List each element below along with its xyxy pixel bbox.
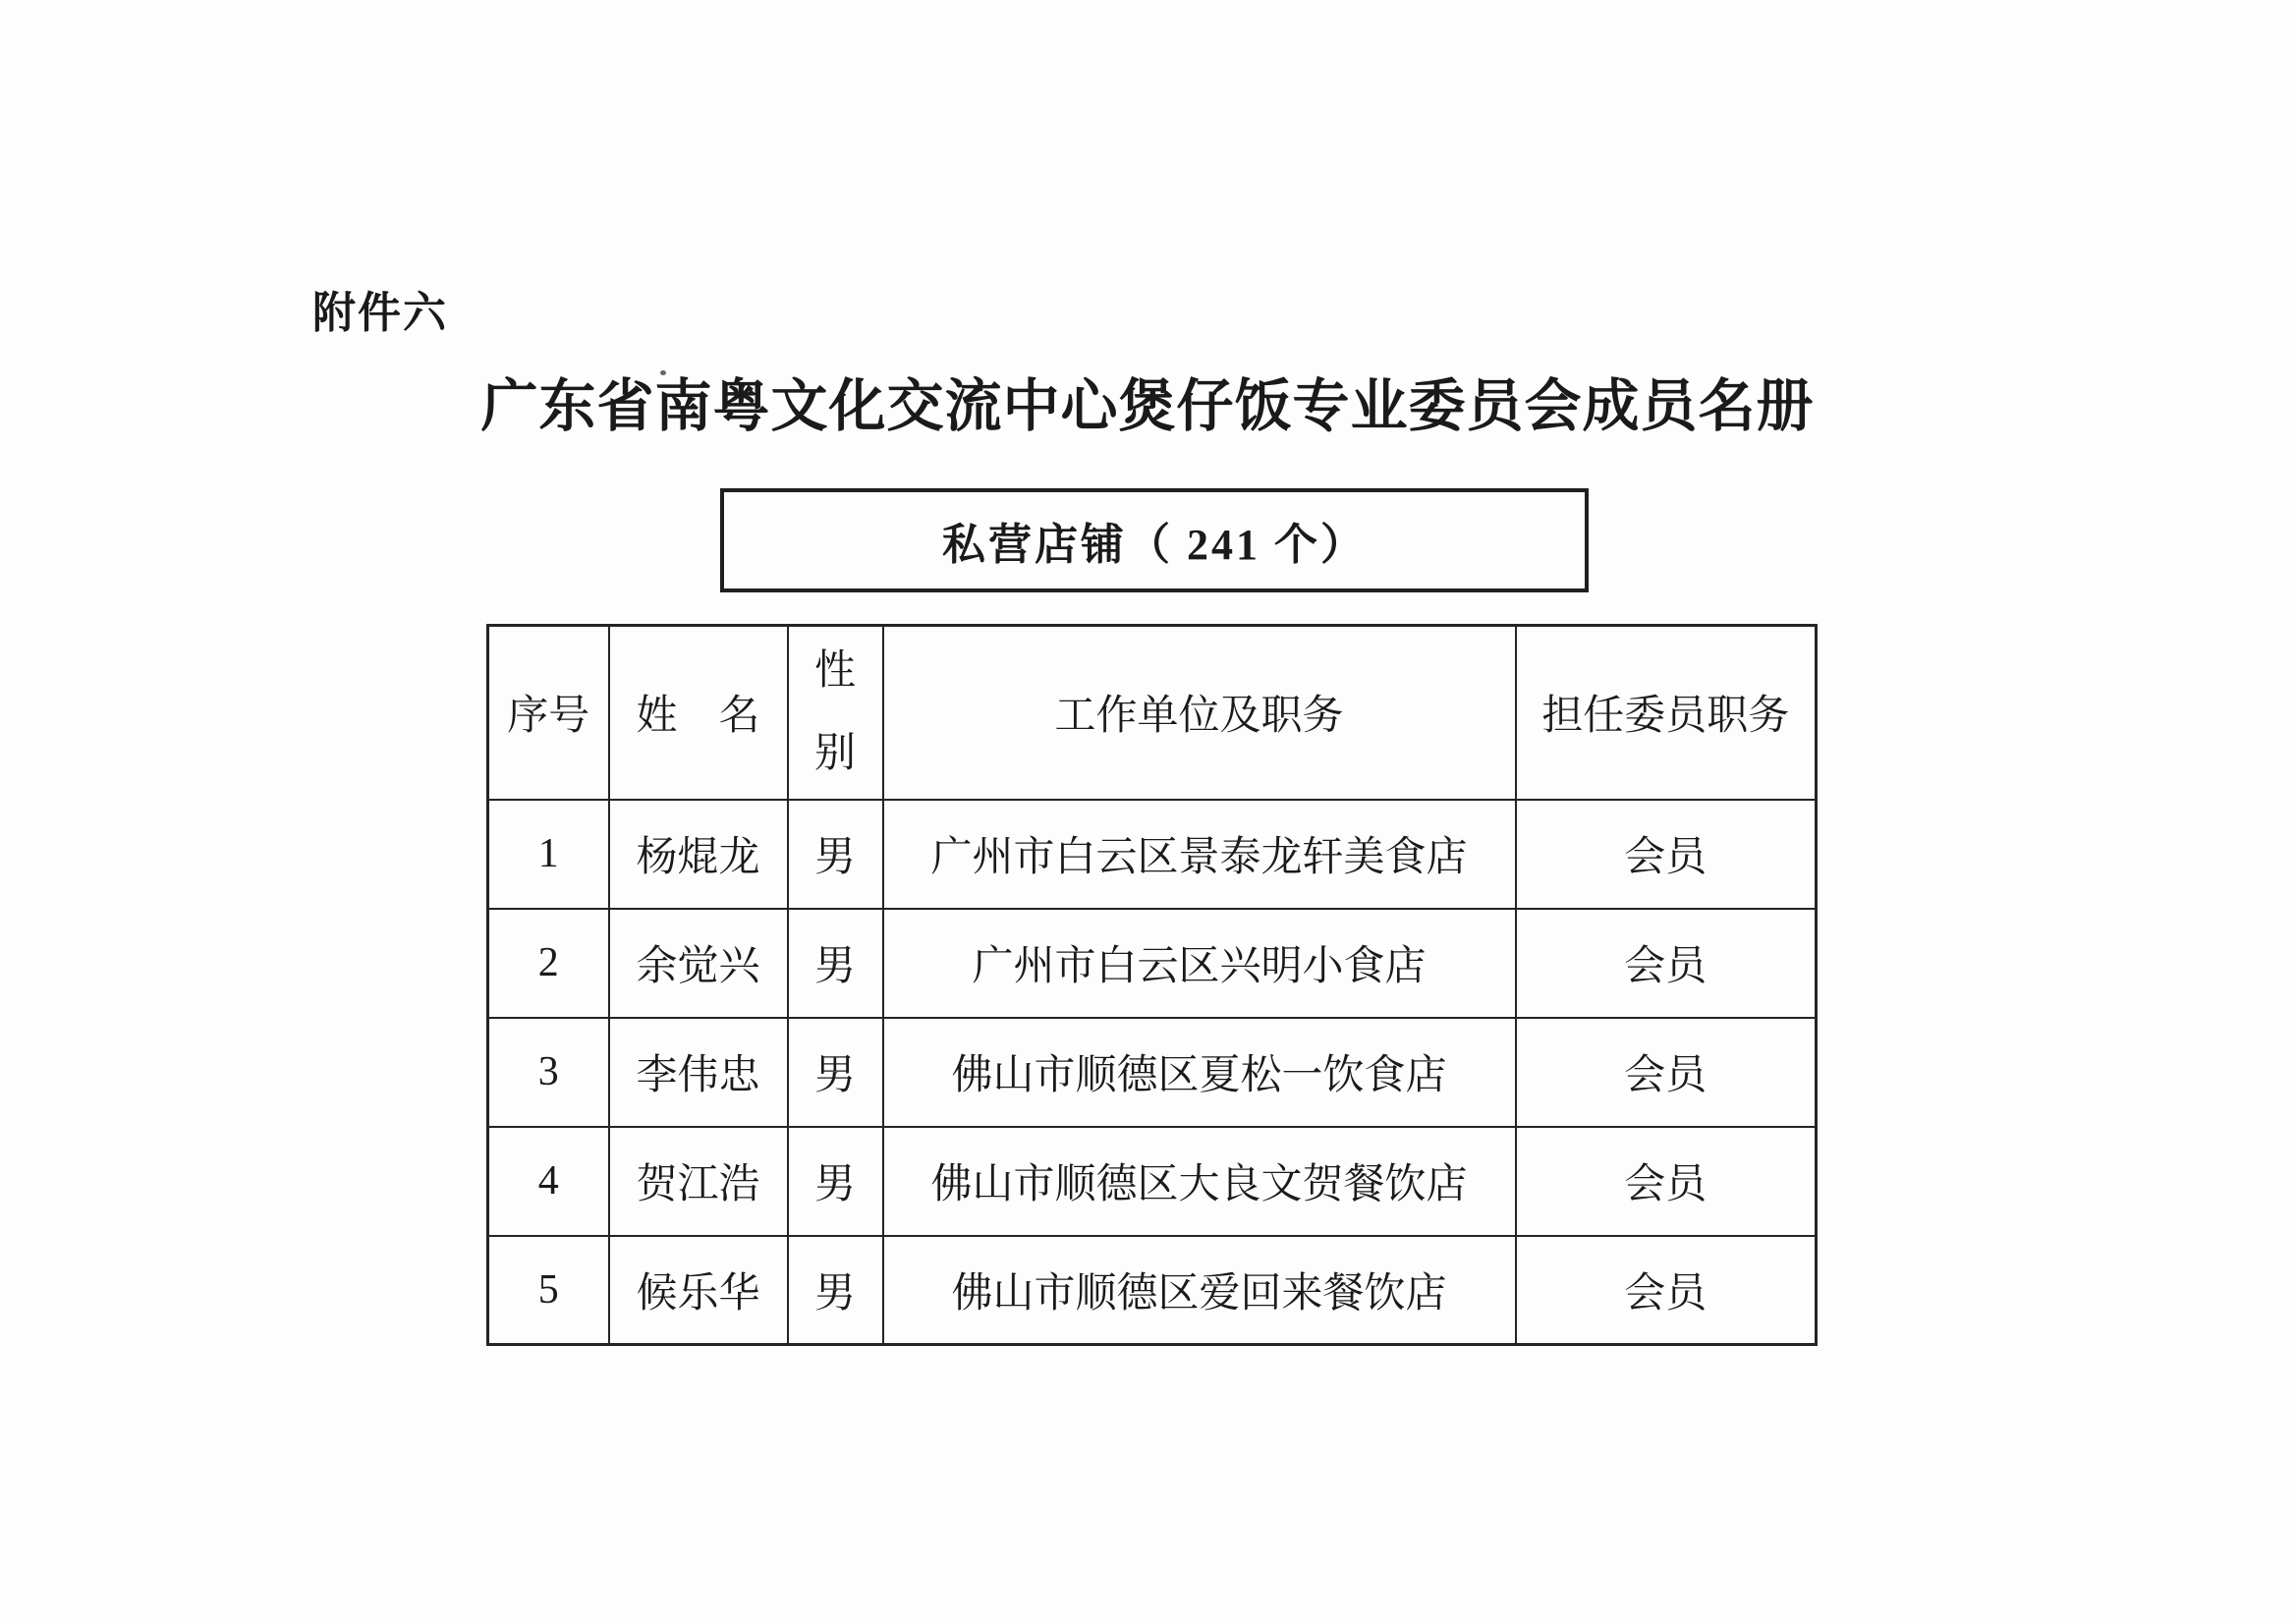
cell-position: 会员	[1516, 909, 1817, 1018]
roster-table	[486, 624, 1818, 1346]
table-row	[488, 1018, 1817, 1127]
cell-name: 贺江浩	[609, 1127, 788, 1236]
cell-workplace: 广州市白云区兴明小食店	[883, 909, 1516, 1018]
cell-gender: 男	[788, 1236, 883, 1345]
header-no-label: 序号	[507, 694, 590, 740]
header-position	[1516, 626, 1817, 800]
cell-no: 3	[488, 1018, 609, 1127]
cell-no: 4	[488, 1127, 609, 1236]
cell-no: 2	[488, 909, 609, 1018]
cell-name: 余觉兴	[609, 909, 788, 1018]
cell-no: 5	[488, 1236, 609, 1345]
cell-workplace: 佛山市顺德区大良文贺餐饮店	[883, 1127, 1516, 1236]
cell-gender: 男	[788, 1018, 883, 1127]
attachment-label: 附件六	[312, 289, 448, 337]
cell-workplace: 佛山市顺德区爱回来餐饮店	[883, 1236, 1516, 1345]
table-row	[488, 1236, 1817, 1345]
cell-position: 会员	[1516, 800, 1817, 909]
cell-no: 1	[488, 800, 609, 909]
cell-name: 李伟忠	[609, 1018, 788, 1127]
cell-gender: 男	[788, 1127, 883, 1236]
cell-name: 候乐华	[609, 1236, 788, 1345]
cell-workplace: 佛山市顺德区夏松一饮食店	[883, 1018, 1516, 1127]
table-row	[488, 909, 1817, 1018]
category-box	[720, 488, 1589, 592]
cell-workplace: 广州市白云区景泰龙轩美食店	[883, 800, 1516, 909]
category-box-label: 私营店铺（ 241 个）	[942, 521, 1367, 569]
cell-position: 会员	[1516, 1236, 1817, 1345]
header-name-label: 姓 名	[636, 694, 760, 740]
cell-name: 杨焜龙	[609, 800, 788, 909]
header-position-label: 担任委员职务	[1541, 694, 1790, 740]
header-no	[488, 626, 609, 800]
table-header-row	[488, 626, 1817, 800]
header-gender	[788, 626, 883, 800]
table-row	[488, 1127, 1817, 1236]
cell-position: 会员	[1516, 1127, 1817, 1236]
cell-position: 会员	[1516, 1018, 1817, 1127]
header-workplace-label: 工作单位及职务	[1054, 694, 1344, 740]
page-title: 广东省南粤文化交流中心煲仔饭专业委员会成员名册	[480, 374, 1815, 438]
table-row	[488, 800, 1817, 909]
header-name	[609, 626, 788, 800]
header-workplace	[883, 626, 1516, 800]
cell-gender: 男	[788, 909, 883, 1018]
header-gender-label: 性别	[813, 648, 856, 777]
cell-gender: 男	[788, 800, 883, 909]
